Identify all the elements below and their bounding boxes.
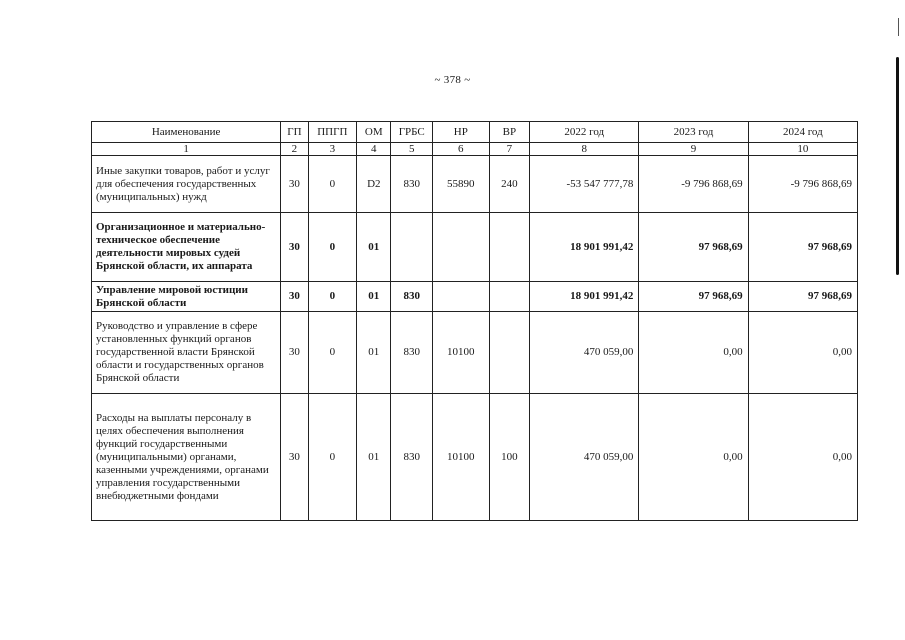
header-2022: 2022 год [530, 122, 639, 143]
row-2022: 18 901 991,42 [530, 213, 639, 282]
header-vr: ВР [489, 122, 529, 143]
row-2024: 0,00 [748, 312, 857, 394]
row-2023: 97 968,69 [639, 213, 748, 282]
row-nr: 55890 [432, 156, 489, 213]
row-gp: 30 [281, 282, 308, 312]
row-name: Иные закупки товаров, работ и услуг для обеспечения государственных (муниципальных) нужд [92, 156, 281, 213]
header-2023: 2023 год [639, 122, 748, 143]
row-om: 01 [357, 312, 391, 394]
column-number: 2 [281, 143, 308, 156]
table-row [92, 156, 858, 213]
row-grbs: 830 [391, 156, 432, 213]
row-om: D2 [357, 156, 391, 213]
column-number: 10 [748, 143, 857, 156]
header-gp: ГП [281, 122, 308, 143]
row-ppgp: 0 [308, 394, 357, 521]
header-2024: 2024 год [748, 122, 857, 143]
header-grbs: ГРБС [391, 122, 432, 143]
header-name: Наименование [92, 122, 281, 143]
row-om: 01 [357, 394, 391, 521]
header-nr: НР [432, 122, 489, 143]
header-row [92, 122, 858, 143]
scan-edge-mark-small [898, 18, 899, 36]
column-number: 4 [357, 143, 391, 156]
row-gp: 30 [281, 156, 308, 213]
row-nr [432, 213, 489, 282]
row-nr: 10100 [432, 312, 489, 394]
row-grbs: 830 [391, 312, 432, 394]
table-row [92, 213, 858, 282]
table-row [92, 394, 858, 521]
row-name: Расходы на выплаты персоналу в целях обеспечения выполнения функций государственными (муниципальными) органами, казенными учреждениями, органами управления государственными внебюджетными фондами [92, 394, 281, 521]
header-om: ОМ [357, 122, 391, 143]
row-nr [432, 282, 489, 312]
header-ppgp: ППГП [308, 122, 357, 143]
row-vr [489, 282, 529, 312]
row-2023: 0,00 [639, 312, 748, 394]
column-number: 8 [530, 143, 639, 156]
row-ppgp: 0 [308, 213, 357, 282]
column-number: 6 [432, 143, 489, 156]
column-number: 1 [92, 143, 281, 156]
row-vr: 240 [489, 156, 529, 213]
row-gp: 30 [281, 394, 308, 521]
row-2024: 0,00 [748, 394, 857, 521]
row-2023: 97 968,69 [639, 282, 748, 312]
row-2022: -53 547 777,78 [530, 156, 639, 213]
row-om: 01 [357, 213, 391, 282]
row-grbs [391, 213, 432, 282]
column-number-row [92, 143, 858, 156]
scan-edge-mark [896, 57, 899, 275]
row-gp: 30 [281, 213, 308, 282]
row-ppgp: 0 [308, 156, 357, 213]
row-ppgp: 0 [308, 282, 357, 312]
row-gp: 30 [281, 312, 308, 394]
row-nr: 10100 [432, 394, 489, 521]
row-2023: -9 796 868,69 [639, 156, 748, 213]
row-2024: 97 968,69 [748, 213, 857, 282]
table-row [92, 312, 858, 394]
column-number: 9 [639, 143, 748, 156]
row-2022: 470 059,00 [530, 312, 639, 394]
row-2022: 18 901 991,42 [530, 282, 639, 312]
row-vr [489, 213, 529, 282]
row-grbs: 830 [391, 282, 432, 312]
row-om: 01 [357, 282, 391, 312]
row-2023: 0,00 [639, 394, 748, 521]
row-grbs: 830 [391, 394, 432, 521]
column-number: 5 [391, 143, 432, 156]
row-name: Управление мировой юстиции Брянской области [92, 282, 281, 312]
row-name: Руководство и управление в сфере установленных функций органов государственной власти Брянской области и государственных органов Брянской области [92, 312, 281, 394]
row-2024: 97 968,69 [748, 282, 857, 312]
table-row [92, 282, 858, 312]
row-2024: -9 796 868,69 [748, 156, 857, 213]
column-number: 3 [308, 143, 357, 156]
column-number: 7 [489, 143, 529, 156]
row-ppgp: 0 [308, 312, 357, 394]
row-2022: 470 059,00 [530, 394, 639, 521]
row-name: Организационное и материально-техническое обеспечение деятельности мировых судей Брянской области, их аппарата [92, 213, 281, 282]
budget-table [91, 121, 858, 521]
row-vr [489, 312, 529, 394]
row-vr: 100 [489, 394, 529, 521]
page-number: ~ 378 ~ [434, 74, 471, 86]
